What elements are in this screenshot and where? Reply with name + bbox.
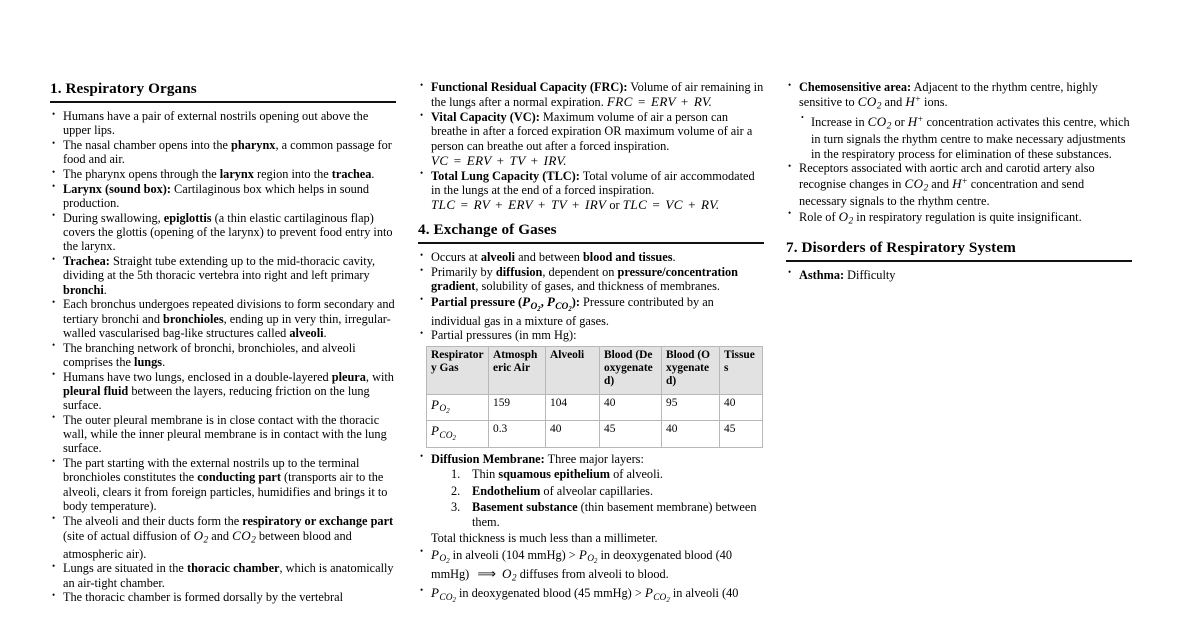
cell-value: 40 bbox=[546, 421, 600, 447]
term-asthma: Asthma: bbox=[799, 267, 845, 282]
table-row bbox=[427, 395, 763, 421]
term-pressure-gradient: pressure/concentration gradient bbox=[431, 265, 738, 294]
term-endothelium: Endothelium bbox=[472, 483, 541, 498]
list-item: • During swallowing, epiglottis (a thin elastic cartilaginous flap) covers the glottis (opening of the larynx) to prevent food entry into the larynx. bbox=[50, 211, 396, 254]
math-h-plus: H+ bbox=[907, 113, 924, 129]
disorders-list bbox=[786, 268, 1132, 282]
gas-gradient-list bbox=[418, 547, 764, 605]
list-item: • The pharynx opens through the larynx region into the trachea. bbox=[50, 167, 396, 181]
implies-arrow-icon: ⟹ bbox=[477, 566, 494, 582]
list-item: • Each bronchus undergoes repeated divisions to form secondary and tertiary bronchi and bronchioles, ending up in very thin, irregular-walled vascularised bag-like structures called alveoli. bbox=[50, 297, 396, 340]
list-item-asthma: • Asthma: Difficulty bbox=[786, 268, 1132, 282]
term-squamous-epithelium: squamous epithelium bbox=[498, 466, 611, 481]
math-co2: $CO_2$ bbox=[904, 175, 929, 194]
list-item: Basement substance (thin basement membrane) between them. bbox=[472, 500, 757, 529]
list-item: • $P_{O_2}$ in alveoli (104 mmHg) > $P_{O_2}$ in deoxygenated blood (40 mmHg) ⟹ $O_2$ diffuses from alveoli to blood. bbox=[418, 547, 764, 585]
list-item: • The thoracic chamber is formed dorsally by the vertebral bbox=[50, 590, 396, 604]
list-item: • Partial pressures (in mm Hg): bbox=[418, 328, 764, 342]
section-1-heading-block bbox=[50, 80, 396, 103]
list-item: Thin squamous epithelium of alveoli. bbox=[472, 466, 663, 481]
list-item: • Humans have a pair of external nostrils opening out above the upper lips. bbox=[50, 109, 396, 138]
list-item: • The part starting with the external nostrils up to the terminal bronchioles constitutes the conducting part (transports air to the alveoli, clears it from foreign particles, humidifies and brings it to body temperature). bbox=[50, 456, 396, 513]
exchange-of-gases-list bbox=[418, 250, 764, 342]
three-column-layout bbox=[50, 80, 1141, 626]
math-frc-formula: FRC = ERV + RV. bbox=[606, 94, 713, 110]
col-header-alveoli: Alveoli bbox=[546, 347, 600, 395]
list-item: • Receptors associated with aortic arch and carotid artery also recognise changes in $CO_2$ and H+ concentration and send necessary signals to the rhythm centre. bbox=[786, 161, 1132, 208]
list-item: • Trachea: Straight tube extending up to the mid-thoracic cavity, dividing at the 5th thoracic vertebra into right and left primary bronchi. bbox=[50, 254, 396, 297]
term-epiglottis: epiglottis bbox=[163, 210, 212, 225]
col-header-blood-deoxy: Blood (Deoxygenated) bbox=[600, 347, 662, 395]
list-item-diffusion-membrane: • Diffusion Membrane: Three major layers: Thin squamous epithelium of alveoli. Endothelium of alveolar capillaries. Basement substance (thin basement membrane) between them. bbox=[418, 452, 764, 529]
list-item-vc: • Vital Capacity (VC): Maximum volume of air a person can breathe in after a forced expiration OR maximum volume of air a person can breathe out after a forced inspiration. VC = ERV + TV + IRV. bbox=[418, 110, 764, 168]
list-item: • $P_{CO_2}$ in deoxygenated blood (45 mmHg) > $P_{CO_2}$ in alveoli (40 bbox=[418, 585, 764, 604]
cell-value: 104 bbox=[546, 395, 600, 421]
col-header-atmospheric: Atmospheric Air bbox=[489, 347, 546, 395]
math-co2: $CO_2$ bbox=[232, 527, 256, 546]
term-diffusion: diffusion bbox=[495, 265, 543, 280]
cell-value: 95 bbox=[662, 395, 720, 421]
term-pleura: pleura bbox=[331, 369, 366, 384]
term-tlc: Total Lung Capacity (TLC): bbox=[431, 168, 580, 183]
list-item: • Primarily by diffusion, dependent on pressure/concentration gradient, solubility of gases, and thickness of membranes. bbox=[418, 265, 764, 294]
cell-value: 45 bbox=[720, 421, 763, 447]
respiratory-organs-list bbox=[50, 109, 396, 604]
cell-value: 40 bbox=[600, 395, 662, 421]
list-item-tlc: • Total Lung Capacity (TLC): Total volume of air accommodated in the lungs at the end of a forced inspiration. TLC = RV + ERV + TV + IRV or TLC = VC + RV. bbox=[418, 169, 764, 213]
cell-value: 159 bbox=[489, 395, 546, 421]
term-conducting-part: conducting part bbox=[197, 470, 281, 485]
list-item: • Lungs are situated in the thoracic chamber, which is anatomically an air-tight chamber. bbox=[50, 561, 396, 590]
diffusion-layers-list bbox=[431, 467, 764, 529]
list-item: • Occurs at alveoli and between blood and tissues. bbox=[418, 250, 764, 264]
table-row bbox=[427, 421, 763, 447]
term-exchange-part: respiratory or exchange part bbox=[242, 513, 394, 528]
section-7-title: 7. Disorders of Respiratory System bbox=[786, 238, 1016, 256]
cell-value: 45 bbox=[600, 421, 662, 447]
term-larynx: larynx bbox=[219, 167, 254, 182]
term-chemosensitive-area: Chemosensitive area: bbox=[799, 80, 912, 94]
list-item: Endothelium of alveolar capillaries. bbox=[472, 483, 654, 498]
list-item: • Partial pressure ($P_{O_2}$, $P_{CO_2}$): Pressure contributed by an individual gas in a mixture of gases. bbox=[418, 294, 764, 328]
term-vc: Vital Capacity (VC): bbox=[431, 110, 540, 124]
partial-pressures-table bbox=[426, 346, 763, 448]
section-4-heading-block bbox=[418, 221, 764, 244]
cell-value: 0.3 bbox=[489, 421, 546, 447]
math-vc-formula: VC = ERV + TV + IRV. bbox=[431, 152, 567, 168]
col-header-tissues: Tissues bbox=[720, 347, 763, 395]
lung-capacities-list bbox=[418, 80, 764, 212]
cell-gas-pco2: $P_{CO_2}$ bbox=[427, 421, 489, 447]
regulation-of-respiration-list bbox=[786, 80, 1132, 228]
cell-value: 40 bbox=[720, 395, 763, 421]
term-basement-substance: Basement substance bbox=[472, 500, 578, 515]
column-2 bbox=[418, 80, 764, 626]
term-bronchi: bronchi bbox=[63, 282, 104, 297]
term-thoracic-chamber: thoracic chamber bbox=[186, 561, 280, 576]
list-item: • Larynx (sound box): Cartilaginous box which helps in sound production. bbox=[50, 182, 396, 211]
math-tlc-formula-a: TLC = RV + ERV + TV + IRV bbox=[431, 197, 607, 212]
list-item: • Increase in $CO_2$ or H+ concentration activates this centre, which in turn signals the rhythm centre to make necessary adjustments in the respiratory process for elimination of these substances. bbox=[799, 114, 1132, 161]
term-blood-tissues: blood and tissues bbox=[582, 250, 673, 265]
diffusion-membrane-list bbox=[418, 452, 764, 529]
list-item-chemosensitive: • Chemosensitive area: Adjacent to the rhythm centre, highly sensitive to $CO_2$ and H+ ions. • Increase in $CO_2$ or H+ concentration activates this centre, which in turn signals the rhythm centre to make necessary adjustments in the respiratory process for elimination of these substances. bbox=[786, 80, 1132, 161]
list-item: • The alveoli and their ducts form the respiratory or exchange part (site of actual diffusion of $O_2$ and $CO_2$ between blood and atmospheric air). bbox=[50, 514, 396, 561]
section-4-title: 4. Exchange of Gases bbox=[418, 221, 557, 239]
math-h-plus: H+ bbox=[905, 94, 921, 110]
diffusion-footnote: Total thickness is much less than a millimeter. bbox=[431, 531, 658, 546]
table-header-row bbox=[427, 347, 763, 395]
page-title: 1. Respiratory Organs bbox=[50, 80, 197, 97]
chemosensitive-sublist bbox=[799, 114, 1132, 161]
term-lungs: lungs bbox=[134, 354, 163, 369]
table-body bbox=[427, 395, 763, 448]
math-o2: $O_2$ bbox=[193, 527, 209, 546]
math-o2: $O_2$ bbox=[838, 208, 854, 227]
term-larynx-soundbox: Larynx (sound box): bbox=[63, 181, 171, 196]
column-3 bbox=[786, 80, 1132, 626]
list-item: • Humans have two lungs, enclosed in a double-layered pleura, with pleural fluid between the layers, reducing friction on the lung surface. bbox=[50, 370, 396, 413]
term-pleural-fluid: pleural fluid bbox=[63, 383, 129, 398]
cell-gas-po2: $P_{O_2}$ bbox=[427, 395, 489, 421]
term-partial-pressure: Partial pressure ($P_{O_2}$, $P_{CO_2}$): bbox=[431, 294, 580, 313]
section-7-heading-block bbox=[786, 239, 1132, 262]
col-header-gas: Respiratory Gas bbox=[427, 347, 489, 395]
column-1 bbox=[50, 80, 396, 626]
term-alveoli: alveoli bbox=[480, 250, 516, 265]
math-h-plus: H+ bbox=[952, 175, 968, 191]
list-item: • The nasal chamber opens into the pharynx, a common passage for food and air. bbox=[50, 138, 396, 167]
heading-rule bbox=[50, 101, 396, 103]
term-pharynx: pharynx bbox=[231, 138, 276, 153]
list-item: • Role of $O_2$ in respiratory regulation is quite insignificant. bbox=[786, 209, 1132, 228]
list-item: • The branching network of bronchi, bronchioles, and alveoli comprises the lungs. bbox=[50, 341, 396, 370]
heading-rule bbox=[786, 260, 1132, 262]
term-frc: Functional Residual Capacity (FRC): bbox=[431, 80, 628, 94]
term-bronchioles: bronchioles bbox=[163, 311, 224, 326]
math-co2: $CO_2$ bbox=[867, 113, 892, 132]
term-trachea: trachea bbox=[331, 167, 372, 182]
term-trachea-label: Trachea: bbox=[63, 254, 110, 269]
math-tlc-formula-b: TLC = VC + RV. bbox=[622, 197, 720, 212]
list-item-frc: • Functional Residual Capacity (FRC): Volume of air remaining in the lungs after a normal expiration. FRC = ERV + RV. bbox=[418, 80, 764, 110]
list-item: • The outer pleural membrane is in close contact with the thoracic wall, while the inner pleural membrane is in contact with the lung surface. bbox=[50, 413, 396, 456]
cell-value: 40 bbox=[662, 421, 720, 447]
term-alveoli: alveoli bbox=[289, 325, 324, 340]
col-header-blood-oxy: Blood (Oxygenated) bbox=[662, 347, 720, 395]
table-header bbox=[427, 347, 763, 395]
heading-rule bbox=[418, 242, 764, 244]
term-diffusion-membrane: Diffusion Membrane: bbox=[431, 451, 545, 466]
math-co2: $CO_2$ bbox=[857, 94, 882, 112]
